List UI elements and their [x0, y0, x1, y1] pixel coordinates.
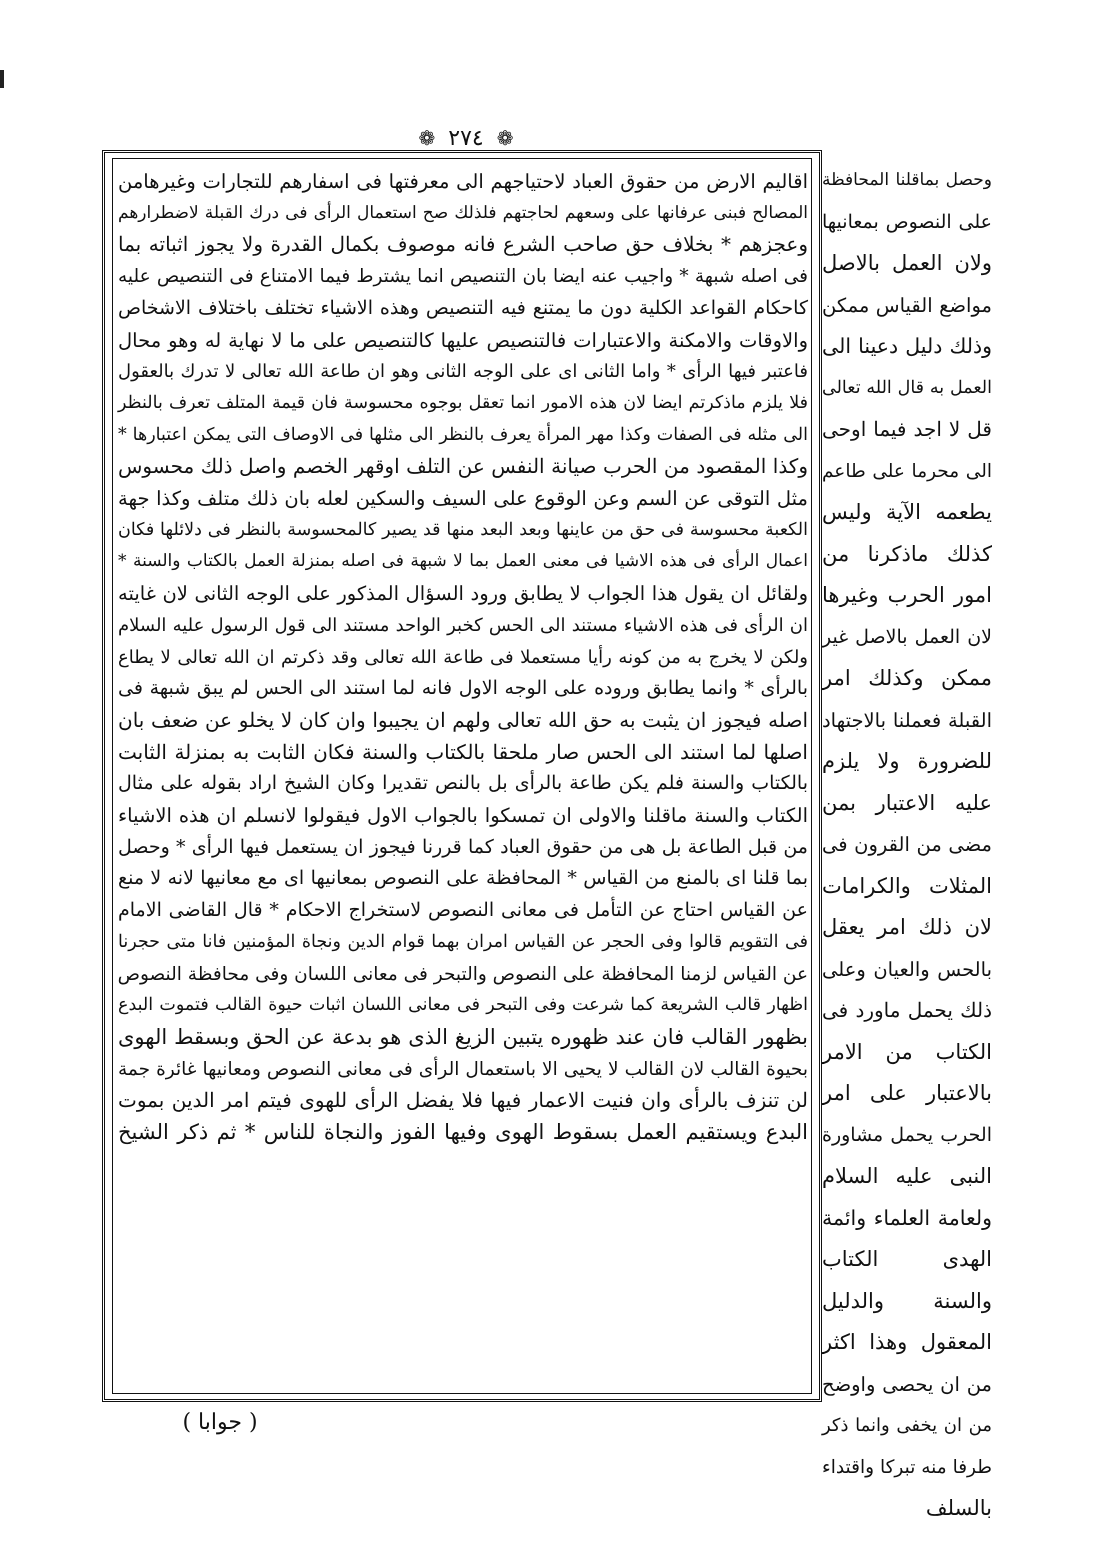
text-line: البدع ويستقيم العمل بسقوط الهوى وفيها الفوز والنجاة للناس * ثم ذكر الشيخ — [118, 1120, 808, 1145]
margin-line: وذلك دليل دعينا الى — [822, 334, 992, 358]
text-line: اظهار قالب الشريعة كما شرعت وفى التبحر فى معانى اللسان اثبات حيوة القالب فتموت البدع — [118, 995, 808, 1016]
text-line: فلا يلزم ماذكرتم ايضا لان هذه الامور انما تعقل بوجوه محسوسة فان قيمة المتلف تعرف بالنظر — [118, 392, 808, 413]
matn-margin-column — [822, 160, 992, 1520]
text-line: والاوقات والامكنة والاعتبارات فالتنصيص عليها كالتنصيص على ما لا نهاية له وهو محال — [118, 328, 808, 352]
commentary-text — [118, 166, 808, 1391]
text-line: فاعتبر فيها الرأى * واما الثانى اى على الوجه الثانى وهو ان طاعة الله تعالى لا تدرك بالعقول — [118, 361, 808, 383]
margin-line: مضى من القرون فى — [822, 833, 992, 856]
ornament-icon: ❁ — [418, 126, 436, 150]
text-line: ان الرأى فى هذه الاشياء مستند الى الحس كخبر الواحد مستند الى قول الرسول عليه السلام — [118, 614, 808, 636]
margin-line: بالسلف — [925, 1496, 992, 1520]
margin-line: المثلات والكرامات — [822, 873, 992, 898]
text-line: بما قلنا اى بالمنع من القياس * المحافظة على النصوص بمعانيها اى مع معانيها لانه لا منع — [118, 867, 808, 890]
margin-line: كذلك ماذكرنا من — [822, 541, 992, 566]
margin-line: يطعمه الآية وليس — [822, 500, 992, 524]
text-line: الكتاب والسنة ماقلنا والاولى ان تمسكوا بالجواب الاول فيقولوا لانسلم ان هذه الاشياء — [118, 804, 808, 828]
text-line: وكذا المقصود من الحرب صيانة النفس عن التلف اوقهر الخصم واصل ذلك محسوس — [118, 454, 808, 479]
margin-line: العمل به قال الله تعالى — [822, 377, 992, 398]
margin-line: ولان العمل بالاصل — [822, 251, 992, 275]
text-line: عن القياس لزمنا المحافظة على النصوص والتبحر فى معانى اللسان وفى محافظة النصوص — [117, 963, 808, 985]
margin-line: الى محرما على طاعم — [822, 460, 992, 482]
margin-line: قل لا اجد فيما اوحى — [822, 417, 992, 441]
margin-line: عليه الاعتبار بمن — [822, 790, 992, 815]
margin-line: لان العمل بالاصل غير — [822, 625, 992, 648]
page-header — [0, 126, 932, 151]
margin-line: ممكن وكذلك امر — [822, 666, 992, 690]
margin-line: على النصوص بمعانيها — [822, 210, 992, 233]
text-line: اصله فيجوز ان يثبت به حق الله تعالى ولهم ان يجيبوا وان كان لا يخلو عن ضعف بان — [118, 707, 808, 732]
margin-line: للضرورة ولا يلزم — [822, 749, 992, 773]
text-line: اعمال الرأى فى هذه الاشيا فى معنى العمل بما لا شبهة فى اصله بمنزلة العمل بالكتاب والسنة * — [118, 551, 808, 572]
text-line: ولكن لا يخرج به من كونه رأيا مستعملا فى طاعة الله تعالى وقد ذكرتم ان الله تعالى لا يطاع — [118, 646, 808, 668]
text-line: مثل التوقى عن السم وعن الوقوع على السيف والسكين لعله بان ذلك متلف وكذا جهة — [118, 487, 808, 511]
text-line: بالكتاب والسنة فلم يكن طاعة بالرأى بل بالنص تقديرا وكان الشيخ اراد بقوله على مثال — [118, 772, 808, 795]
margin-line: الحرب يحمل مشاورة — [822, 1123, 992, 1146]
margin-line: الكتاب من الامر — [822, 1039, 992, 1064]
margin-line: بالحس والعيان وعلى — [822, 957, 992, 981]
text-line: بظهور القالب فان عند ظهوره يتبين الزيغ الذى هو بدعة عن الحق وبسقط الهوى — [118, 1024, 808, 1049]
text-line: عن القياس احتاج عن التأمل فى معانى النصوص لاستخراج الاحكام * قال القاضى الامام — [118, 899, 808, 922]
margin-line: ولعامة العلماء وائمة — [822, 1205, 992, 1230]
margin-line: من ان يحصى واوضح — [822, 1372, 992, 1396]
text-line: لن تنزف بالرأى وان فنيت الاعمار فيها فلا يفضل الرأى للهوى فيتم امر الدين بموت — [118, 1088, 808, 1113]
margin-line: النبى عليه السلام — [822, 1164, 992, 1188]
text-line: وعجزهم * بخلاف حق صاحب الشرع فانه موصوف بكمال القدرة ولا يجوز اثباته بما — [118, 232, 809, 257]
text-line: من قبل الطاعة بل هى من حقوق العباد كما قررنا فيجوز ان يستعمل فيها الرأى * وحصل — [118, 835, 808, 858]
text-line: فى التقويم قالوا وفى الحجر عن القياس امران بهما قوام الدين ونجاة المؤمنين فانا متى حجرنا — [118, 931, 808, 952]
margin-line: والسنة والدليل — [822, 1288, 992, 1313]
margin-line: بالاعتبار على امر — [822, 1081, 992, 1105]
margin-line: طرفا منه تبركا واقتداء — [822, 1456, 992, 1478]
margin-line: الهدى الكتاب — [822, 1247, 992, 1271]
margin-line: وحصل بماقلنا المحافظة — [822, 170, 992, 190]
text-line: فى اصله شبهة * واجيب عنه ايضا بان التنصيص انما يشترط فيما الامتناع فى التنصيص عليه — [118, 266, 808, 288]
text-line: المصالح فبنى عرفانها على وسعهم لحاجتهم فلذلك صح استعمال الرأى فى درك القبلة لاضطرارهم — [118, 202, 808, 223]
margin-line: امور الحرب وغيرها — [822, 583, 992, 607]
text-line: كاحكام القواعد الكلية دون ما يمتنع فيه التنصيص وهذه الاشياء تختلف باختلاف الاشخاص — [118, 296, 808, 319]
margin-line: ذلك يحمل ماورد فى — [822, 998, 992, 1022]
margin-line: من ان يخفى وانما ذكر — [822, 1415, 992, 1436]
margin-line: المعقول وهذا اكثر — [822, 1330, 992, 1354]
text-line: بحيوة القالب لان القالب لا يحيى الا باستعمال الرأى فى معانى النصوص ومعانيها غائرة جمة — [118, 1058, 808, 1080]
page-number: ٢٧٤ — [448, 126, 484, 151]
text-line: بالرأى * وانما يطابق وروده على الوجه الاول فانه لما استند الى الحس لم يبق شبهة فى — [118, 677, 808, 700]
margin-line: مواضع القياس ممكن — [822, 293, 992, 317]
text-line: الكعبة محسوسة فى حق من عاينها وبعد البعد منها قد يصير كالمحسوسة بالنظر فى دلائلها فكان — [118, 519, 808, 540]
catchword: ( جوابا ) — [182, 1410, 258, 1435]
ornament-icon: ❁ — [496, 126, 514, 150]
page-edge-mark — [0, 70, 4, 88]
text-line: اصلها لما استند الى الحس صار ملحقا بالكتاب والسنة فكان الثابت به بمنزلة الثابت — [118, 739, 808, 764]
margin-line: القبلة فعملنا بالاجتهاد — [822, 708, 992, 732]
margin-line: لان ذلك امر يعقل — [822, 915, 992, 939]
text-line: اقاليم الارض من حقوق العباد لاحتياجهم الى معرفتها فى اسفارهم للتجارات وغيرهامن — [118, 170, 808, 193]
text-line: ولقائل ان يقول هذا الجواب لا يطابق ورود السؤال المذكور على الوجه الثانى لان غايته — [118, 582, 808, 606]
text-line: الى مثله فى الصفات وكذا مهر المرأة يعرف بالنظر الى مثلها فى الاوصاف التى يمكن اعتبارها * — [118, 424, 808, 445]
